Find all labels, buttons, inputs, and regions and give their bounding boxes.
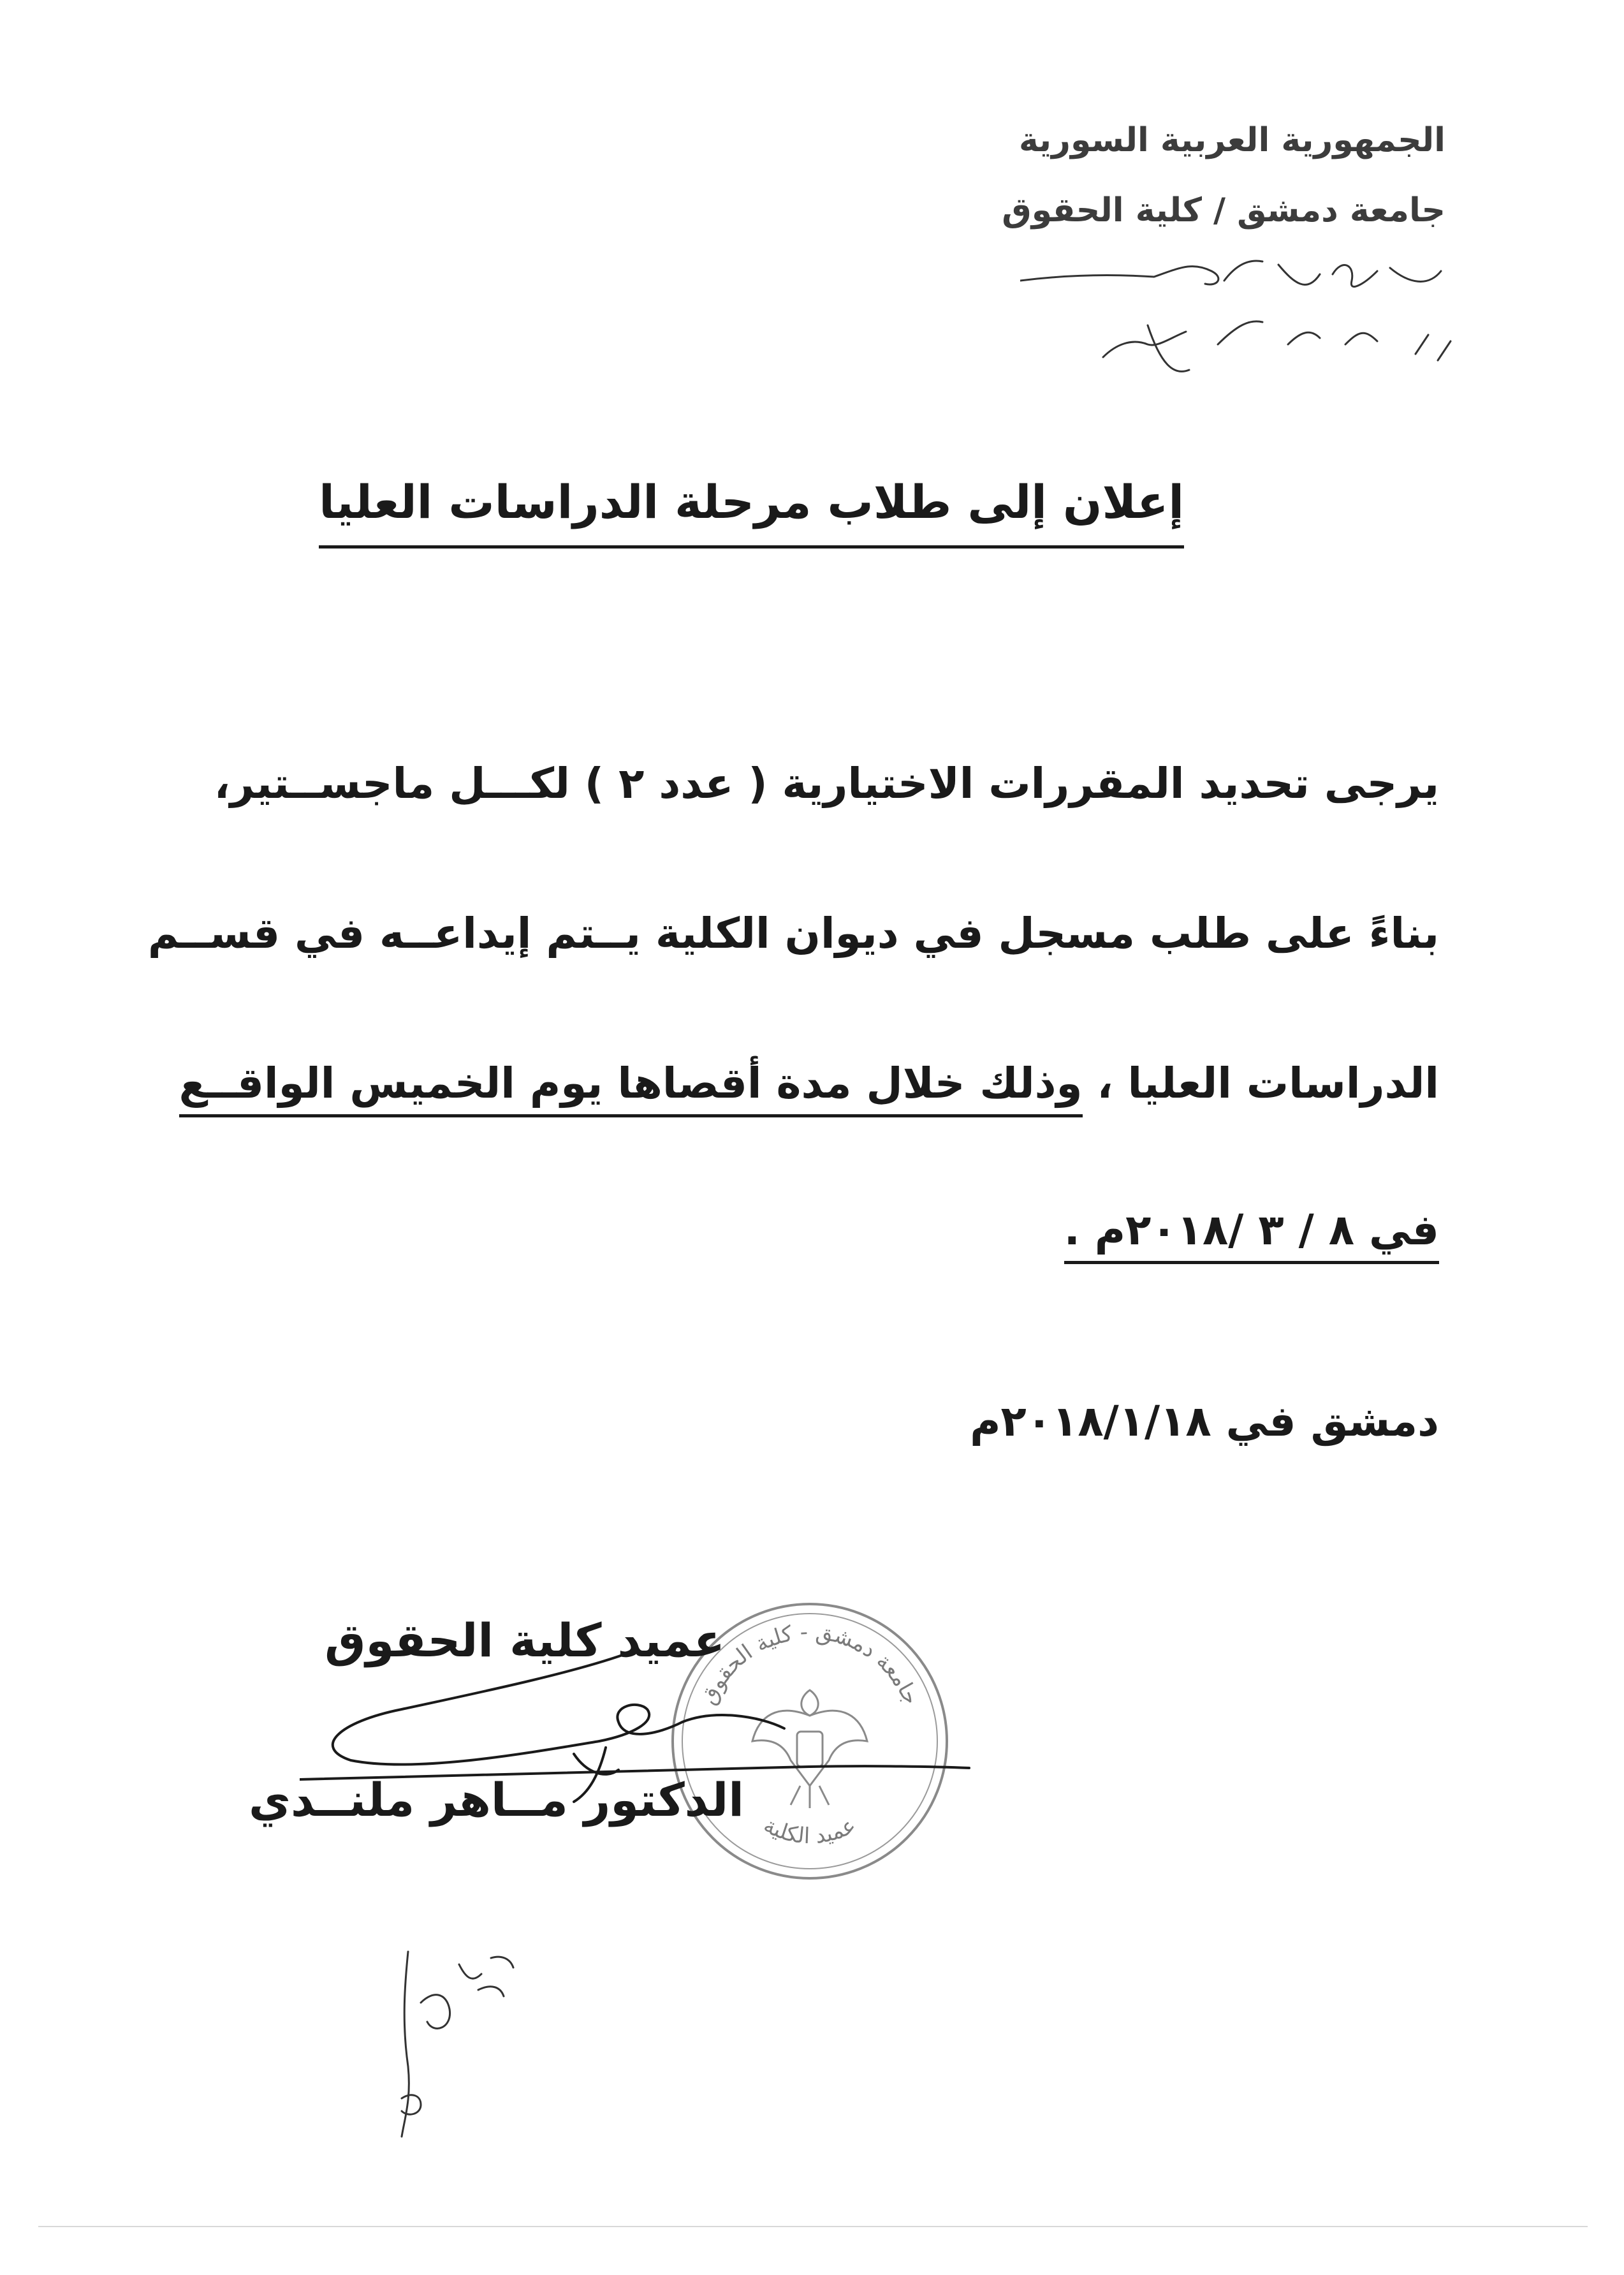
body-line: بناءً على طلب مسجل في ديوان الكلية يــتم إيداعــه في قســم bbox=[147, 909, 1439, 958]
body-line bbox=[1064, 1205, 1439, 1255]
body-line bbox=[179, 1059, 1439, 1108]
handwritten-margin-note bbox=[383, 1945, 529, 2143]
document-date: دمشق في ٢٠١٨/١/١٨م bbox=[970, 1397, 1439, 1446]
underlined-deadline-date: في ٨ / ٣ /٢٠١٨م . bbox=[1064, 1205, 1439, 1264]
stamp-text-bottom: عميد الكلية bbox=[759, 1812, 860, 1850]
body-text: الدراسات العليا ، bbox=[1082, 1059, 1439, 1108]
header-republic: الجمهورية العربية السورية bbox=[1018, 121, 1445, 159]
stamp-text-top: جامعة دمشق - كلية الحقوق bbox=[695, 1619, 925, 1709]
header-university: جامعة دمشق / كلية الحقوق bbox=[1002, 191, 1445, 230]
page-title: إعلان إلى طلاب مرحلة الدراسات العليا bbox=[319, 475, 1184, 549]
body-line: يرجى تحديد المقررات الاختيارية ( عدد ٢ ) لكـــل ماجســتير، bbox=[214, 759, 1439, 808]
handwritten-reference-scribble bbox=[1020, 249, 1467, 395]
signatory-title: عميد كلية الحقوق bbox=[325, 1614, 725, 1667]
signatory-name: الدكتور مــاهر ملنــدي bbox=[249, 1773, 744, 1827]
scan-edge-line bbox=[38, 2226, 1588, 2227]
underlined-deadline-text: وذلك خلال مدة أقصاها يوم الخميس الواقــع bbox=[179, 1059, 1083, 1117]
